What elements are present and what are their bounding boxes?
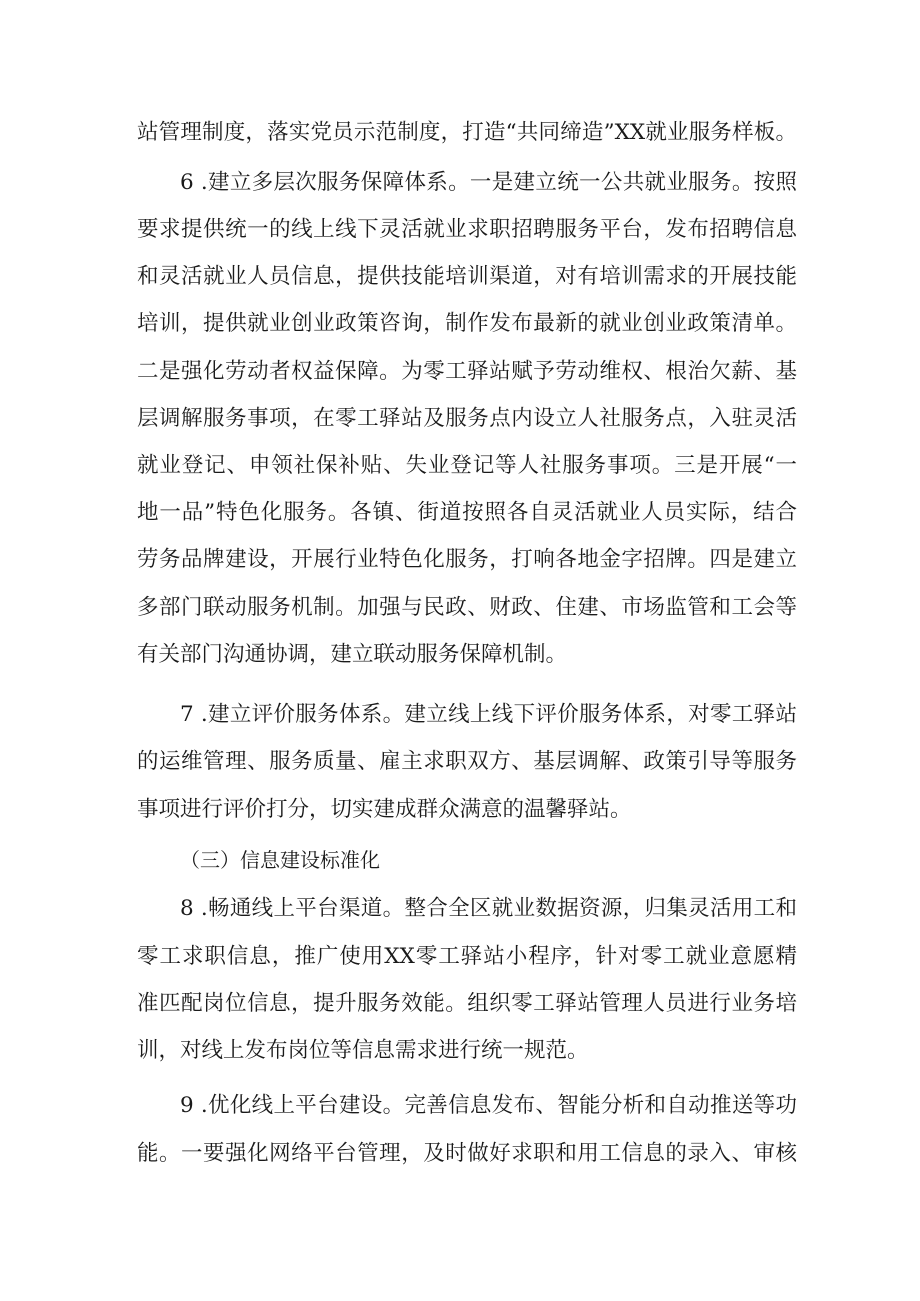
paragraph-line: 站管理制度，落实党员示范制度，打造“共同缔造”XX就业服务样板。	[137, 120, 797, 145]
paragraph-line: 地一品”特色化服务。各镇、街道按照各自灵活就业人员实际，结合	[137, 500, 797, 525]
paragraph-line: 二是强化劳动者权益保障。为零工驿站赋予劳动维权、根治欠薪、基	[137, 359, 797, 384]
paragraph-line: 6 .建立多层次服务保障体系。一是建立统一公共就业服务。按照	[180, 170, 797, 195]
paragraph-line: 8 .畅通线上平台渠道。整合全区就业数据资源，归集灵活用工和	[180, 896, 797, 921]
paragraph-line: 就业登记、申领社保补贴、失业登记等人社服务事项。三是开展“一	[137, 453, 797, 478]
paragraph-line: 有关部门沟通协调，建立联动服务保障机制。	[137, 642, 568, 667]
paragraph-line: 零工求职信息，推广使用XX零工驿站小程序，针对零工就业意愿精	[137, 944, 797, 969]
paragraph-line: 准匹配岗位信息，提升服务效能。组织零工驿站管理人员进行业务培	[137, 991, 797, 1016]
paragraph-line: 7 .建立评价服务体系。建立线上线下评价服务体系，对零工驿站	[180, 702, 797, 727]
paragraph-line: 9 .优化线上平台建设。完善信息发布、智能分析和自动推送等功	[180, 1093, 797, 1118]
paragraph-line: 多部门联动服务机制。加强与民政、财政、住建、市场监管和工会等	[137, 595, 797, 620]
paragraph-line: 和灵活就业人员信息，提供技能培训渠道，对有培训需求的开展技能	[137, 264, 797, 289]
paragraph-line: 训，对线上发布岗位等信息需求进行统一规范。	[137, 1038, 589, 1063]
paragraph-line: 劳务品牌建设，开展行业特色化服务，打响各地金字招牌。四是建立	[137, 547, 797, 572]
paragraph-line: 要求提供统一的线上线下灵活就业求职招聘服务平台，发布招聘信息	[137, 217, 797, 242]
paragraph-line: 培训，提供就业创业政策咨询，制作发布最新的就业创业政策清单。	[137, 311, 797, 336]
paragraph-line: 能。一要强化网络平台管理，及时做好求职和用工信息的录入、审核	[137, 1141, 797, 1166]
paragraph-line: 层调解服务事项，在零工驿站及服务点内设立人社服务点，入驻灵活	[137, 406, 797, 431]
paragraph-line: 的运维管理、服务质量、雇主求职双方、基层调解、政策引导等服务	[137, 749, 797, 774]
section-heading: （三）信息建设标准化	[180, 848, 380, 872]
paragraph-line: 事项进行评价打分，切实建成群众满意的温馨驿站。	[137, 797, 632, 822]
